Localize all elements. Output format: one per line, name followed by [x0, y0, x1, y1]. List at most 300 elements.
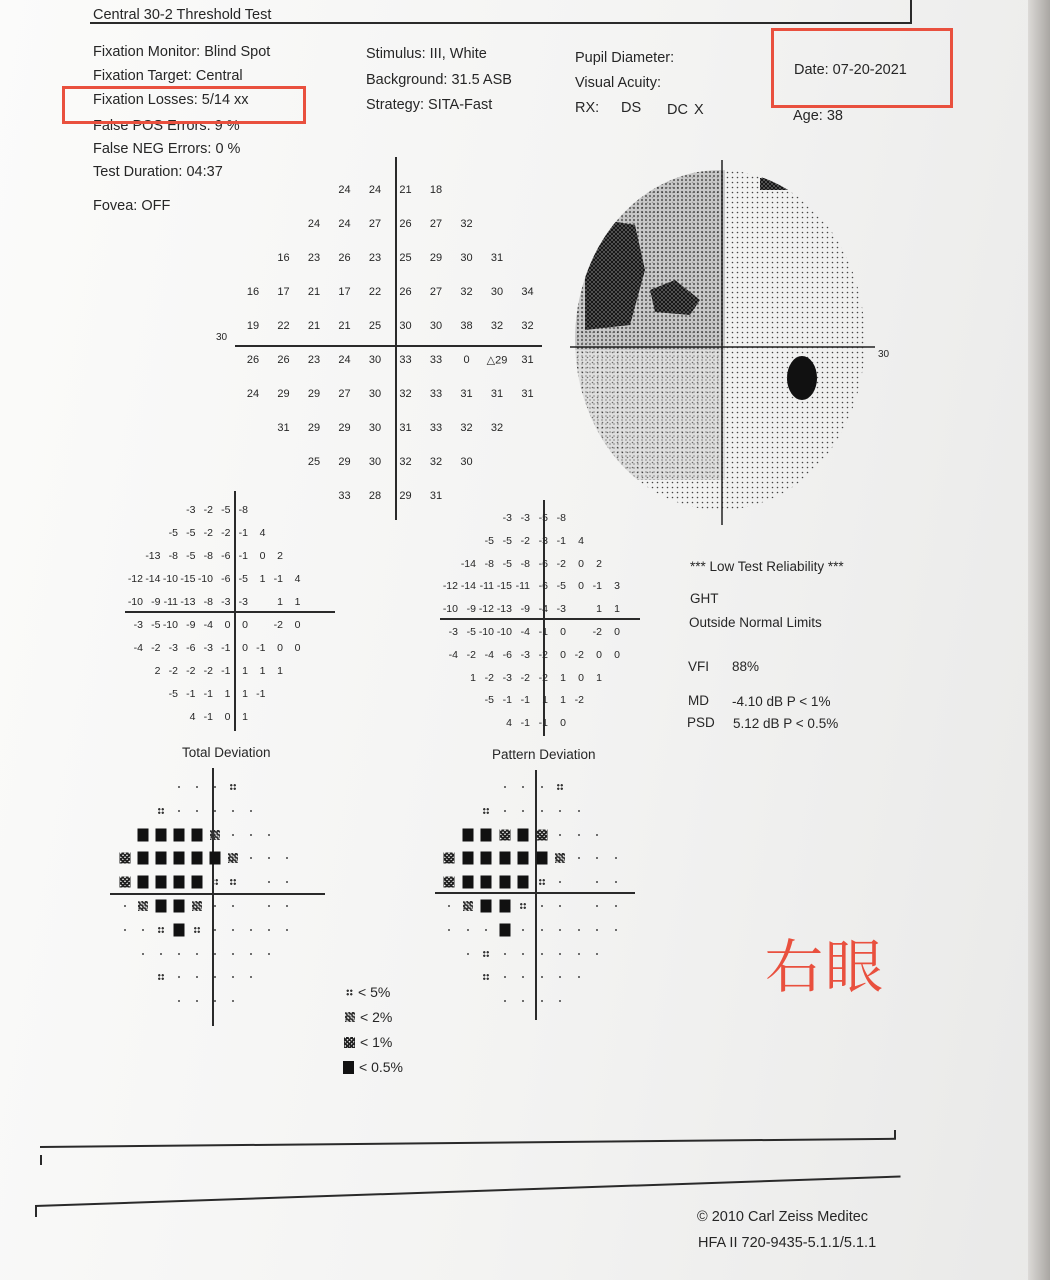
pd-symbol-r2-c1	[462, 828, 473, 841]
pd-symbol-r3-c5	[536, 852, 547, 865]
pd-value-r4-c6: -3	[556, 603, 566, 616]
pd-value-r8-c2: -5	[484, 694, 494, 707]
pd-symbol-r6-c1	[467, 929, 469, 931]
footer-line-2	[35, 1176, 901, 1207]
threshold-value-r5-c1: 26	[277, 354, 290, 366]
pd-value-r4-c4: -9	[520, 603, 530, 616]
td-symbol-r0-c4	[196, 786, 198, 788]
legend-p2-label: < 2%	[360, 1009, 393, 1025]
pd-symbol-r6-c4	[522, 929, 524, 931]
td-symbol-r4-c8	[268, 881, 270, 883]
pd-value-r3-c3: -15	[496, 580, 512, 593]
td-value-r7-c3: -2	[186, 665, 196, 677]
threshold-value-r6-c2: 29	[307, 388, 321, 400]
pd-value-r1-c2: -5	[484, 534, 494, 547]
td-symbol-r5-c9	[286, 905, 288, 907]
pd-symbol-r5-c4	[520, 903, 527, 910]
pd-value-r1-c5: -3	[538, 534, 548, 547]
false-pos-errors: False POS Errors: 9 %	[93, 118, 240, 134]
threshold-value-r6-c9: 31	[521, 388, 534, 400]
threshold-value-r2-c1: 16	[277, 252, 290, 264]
td-value-r2-c3: -5	[186, 550, 196, 562]
td-value-r8-c4: -1	[203, 688, 213, 700]
pd-value-r3-c9: 3	[614, 580, 620, 593]
td-value-r0-c5: -5	[221, 504, 231, 516]
td-symbol-r4-c1	[138, 876, 149, 889]
threshold-value-r1-c4: 27	[368, 218, 382, 230]
threshold-axis-label: 30	[216, 332, 228, 343]
pd-symbol-r3-c3	[499, 852, 510, 865]
threshold-value-r7-c8: 32	[490, 422, 504, 434]
td-symbol-r9-c3	[178, 1000, 180, 1002]
td-symbol-r7-c4	[196, 953, 198, 955]
threshold-value-r0-c3: 24	[338, 184, 351, 196]
pd-symbol-r2-c2	[481, 828, 492, 841]
pd-symbol-r4-c1	[462, 876, 473, 889]
threshold-value-r9-c5: 29	[399, 490, 412, 502]
footer-line-1	[40, 1138, 896, 1148]
pd-symbol-r6-c6	[559, 929, 561, 931]
date-highlight	[771, 28, 953, 108]
td-value-r3-c8: -1	[273, 573, 283, 585]
td-symbol-r0-c3	[178, 786, 180, 788]
threshold-value-r3-c9: 34	[521, 286, 534, 298]
pd-symbol-r2-c8	[596, 834, 598, 836]
threshold-value-r1-c6: 27	[429, 218, 443, 230]
td-symbol-r3-c4	[192, 852, 203, 865]
eye-annotation: 右眼	[765, 933, 886, 1001]
legend-p1-label: < 1%	[360, 1034, 393, 1050]
pd-value-r5-c1: -5	[466, 626, 476, 638]
threshold-value-r6-c0: 24	[246, 388, 260, 400]
pd-value-r8-c5: 1	[542, 694, 548, 707]
pd-value-r5-c3: -10	[496, 626, 512, 638]
threshold-value-r1-c3: 24	[338, 218, 351, 230]
pd-symbol-r4-c0	[444, 877, 455, 888]
td-value-r9-c4: -1	[203, 711, 213, 723]
td-symbol-r6-c0	[124, 929, 126, 931]
pd-value-r5-c2: -10	[478, 626, 494, 638]
visual-acuity: Visual Acuity:	[575, 75, 661, 91]
pd-value-r2-c6: -2	[556, 557, 566, 570]
pd-value-r1-c4: -2	[520, 534, 530, 547]
td-value-r6-c4: -3	[203, 642, 213, 654]
pd-value-r6-c9: 0	[614, 648, 620, 661]
pd-value-r6-c3: -6	[502, 648, 512, 661]
td-symbol-r4-c4	[192, 876, 203, 889]
td-symbol-r3-c0	[120, 853, 131, 864]
fovea: Fovea: OFF	[93, 198, 171, 214]
pd-symbol-r7-c1	[467, 953, 469, 955]
threshold-value-r7-c3: 29	[338, 422, 351, 434]
pd-value-r3-c2: -11	[479, 580, 494, 593]
td-symbol-r6-c8	[268, 929, 270, 931]
threshold-value-r9-c3: 33	[338, 490, 351, 502]
stimulus: Stimulus: III, White	[366, 46, 487, 62]
pd-symbol-r1-c6	[559, 810, 561, 812]
pd-value-r8-c3: -1	[502, 694, 512, 707]
pd-symbol-r7-c8	[596, 953, 598, 955]
psd-label: PSD	[687, 715, 715, 730]
threshold-value-r5-c2: 23	[307, 354, 321, 366]
td-symbol-r8-c2	[158, 974, 165, 981]
td-value-r4-c5: -3	[221, 596, 231, 608]
td-value-r4-c9: 1	[294, 596, 301, 608]
pd-symbol-r0-c5	[541, 786, 543, 788]
pupil-diameter: Pupil Diameter:	[575, 50, 675, 66]
pd-value-r0-c5: -5	[538, 512, 548, 524]
td-value-r6-c3: -6	[186, 642, 196, 654]
test-date: Date: 07-20-2021	[794, 62, 907, 78]
pd-value-r0-c3: -3	[502, 512, 512, 524]
threshold-value-r5-c4: 30	[368, 354, 382, 366]
vfi-label: VFI	[688, 659, 710, 674]
pd-symbol-r1-c2	[483, 807, 490, 814]
td-symbol-r4-c2	[156, 876, 167, 889]
td-symbol-r2-c4	[192, 828, 203, 841]
threshold-value-r5-c0: 26	[246, 354, 260, 366]
pd-value-r5-c5: -1	[538, 626, 548, 638]
threshold-value-r6-c7: 31	[460, 388, 473, 400]
td-symbol-r2-c5	[210, 830, 220, 840]
td-value-r3-c3: -15	[180, 573, 196, 585]
td-symbol-r5-c6	[232, 905, 234, 907]
pd-value-r2-c4: -8	[520, 557, 530, 570]
pd-value-r7-c3: -3	[502, 671, 512, 684]
grayscale-axis-label: 30	[878, 349, 890, 360]
legend-p05-symbol	[343, 1061, 354, 1074]
td-symbol-r6-c1	[142, 929, 144, 931]
paper-edge	[1028, 0, 1050, 1280]
td-value-r9-c5: 0	[224, 711, 231, 723]
td-value-r5-c0: -3	[133, 619, 143, 631]
td-symbol-r7-c6	[232, 953, 234, 955]
pd-symbol-r8-c7	[578, 976, 580, 978]
copyright: © 2010 Carl Zeiss Meditec	[697, 1209, 869, 1225]
threshold-value-r8-c5: 32	[399, 456, 412, 468]
fixation-losses: Fixation Losses: 5/14 xx	[93, 92, 249, 108]
threshold-value-r2-c7: 30	[460, 252, 473, 264]
td-symbol-r5-c5	[214, 905, 216, 907]
threshold-value-r5-c8: △29	[486, 354, 508, 367]
td-symbol-r8-c7	[250, 976, 252, 978]
td-value-r1-c7: 4	[259, 527, 266, 539]
threshold-value-r6-c4: 30	[368, 388, 382, 400]
td-value-r8-c3: -1	[186, 688, 196, 700]
pd-symbol-r8-c4	[522, 976, 524, 978]
pd-symbol-r6-c7	[578, 929, 580, 931]
pd-symbol-r6-c8	[596, 929, 598, 931]
pd-value-r5-c6: 0	[560, 626, 566, 638]
threshold-value-r3-c2: 21	[307, 286, 321, 298]
pd-symbol-r7-c7	[578, 953, 580, 955]
threshold-value-r3-c0: 16	[246, 286, 260, 298]
threshold-value-r4-c8: 32	[490, 320, 504, 332]
ght-label: GHT	[690, 591, 719, 606]
threshold-value-r9-c4: 28	[368, 490, 382, 502]
strategy: Strategy: SITA-Fast	[366, 97, 493, 113]
td-symbol-r3-c7	[250, 857, 252, 859]
pd-symbol-r9-c3	[504, 1000, 506, 1002]
threshold-value-r6-c5: 32	[399, 388, 412, 400]
pd-symbol-r1-c3	[504, 810, 506, 812]
td-value-r1-c4: -2	[203, 527, 213, 539]
rx-dc: DC	[667, 102, 688, 118]
legend-p05	[343, 1059, 403, 1075]
td-value-r7-c6: 1	[242, 665, 248, 677]
td-value-r1-c3: -5	[186, 527, 196, 539]
threshold-value-r7-c5: 31	[399, 422, 412, 434]
td-symbol-r4-c3	[174, 876, 185, 889]
pd-symbol-r4-c6	[559, 881, 561, 883]
pd-value-r8-c7: -2	[574, 694, 584, 707]
td-value-r3-c2: -10	[162, 573, 178, 585]
td-symbol-r1-c7	[250, 810, 252, 812]
pd-value-r5-c0: -3	[448, 626, 458, 638]
pd-value-r3-c5: -6	[538, 580, 548, 593]
pd-symbol-r4-c3	[499, 876, 510, 889]
threshold-value-r6-c8: 31	[490, 388, 504, 400]
threshold-value-r2-c8: 31	[490, 252, 504, 264]
pd-symbol-r3-c0	[444, 853, 455, 864]
td-symbol-r1-c6	[232, 810, 234, 812]
threshold-value-r7-c6: 33	[429, 422, 443, 434]
threshold-value-r5-c9: 31	[521, 354, 534, 366]
pd-symbol-r5-c9	[615, 905, 617, 907]
pd-value-r2-c1: -14	[460, 557, 476, 570]
threshold-value-r2-c3: 26	[338, 252, 351, 264]
pd-value-r4-c2: -12	[478, 603, 494, 616]
pd-value-r7-c6: 1	[560, 671, 566, 684]
td-symbol-r4-c0	[120, 877, 131, 888]
pd-value-r5-c4: -4	[520, 626, 530, 638]
td-value-r1-c6: -1	[238, 527, 248, 539]
td-symbol-r2-c1	[138, 828, 149, 841]
reliability-warning: *** Low Test Reliability ***	[690, 559, 844, 574]
td-symbol-r6-c5	[214, 929, 216, 931]
td-symbol-r6-c3	[174, 923, 185, 936]
td-value-r3-c5: -6	[221, 573, 231, 585]
threshold-v-axis	[395, 157, 397, 520]
pd-value-r4-c5: -4	[538, 603, 548, 616]
threshold-value-r3-c6: 27	[429, 286, 443, 298]
td-value-r4-c1: -9	[151, 596, 161, 608]
footer-line-2-tick-left	[35, 1205, 37, 1217]
pd-value-r4-c9: 1	[614, 603, 620, 616]
td-value-r7-c7: 1	[259, 665, 266, 677]
legend-p05-label: < 0.5%	[359, 1059, 403, 1075]
fixation-monitor: Fixation Monitor: Blind Spot	[93, 44, 271, 60]
td-value-r4-c3: -13	[180, 596, 196, 608]
footer-line-1-tick-right	[894, 1130, 896, 1139]
pd-symbol-r9-c4	[522, 1000, 524, 1002]
pd-value-r2-c5: -6	[538, 557, 548, 570]
pd-symbol-r1-c4	[522, 810, 524, 812]
pd-value-r0-c6: -8	[556, 512, 566, 524]
td-value-r4-c0: -10	[127, 596, 143, 608]
ght-value: Outside Normal Limits	[689, 615, 822, 630]
pd-symbol-r7-c6	[559, 953, 561, 955]
td-symbol-r1-c5	[214, 810, 216, 812]
pd-symbol-r2-c7	[578, 834, 580, 836]
pd-symbol-r7-c4	[522, 953, 524, 955]
pd-symbol-r3-c1	[462, 852, 473, 865]
pd-symbol-r4-c5	[538, 879, 545, 886]
threshold-value-r6-c6: 33	[429, 388, 443, 400]
pd-symbol-r5-c1	[463, 901, 473, 911]
pd-symbol-r2-c5	[536, 829, 547, 840]
td-symbol-r7-c3	[178, 953, 180, 955]
td-symbol-r8-c4	[196, 976, 198, 978]
legend-p5-label: < 5%	[358, 984, 391, 1000]
td-symbol-r7-c1	[142, 953, 144, 955]
pd-value-r7-c4: -2	[520, 671, 530, 684]
td-symbol-r9-c5	[214, 1000, 216, 1002]
td-value-r0-c6: -8	[238, 504, 248, 516]
threshold-value-r3-c1: 17	[277, 286, 290, 298]
threshold-value-r1-c5: 26	[399, 218, 412, 230]
pd-value-r6-c8: 0	[596, 648, 602, 661]
td-symbol-r5-c3	[174, 900, 185, 913]
td-value-r2-c8: 2	[277, 550, 283, 562]
td-value-r4-c2: -11	[163, 596, 178, 608]
pd-value-r3-c1: -14	[460, 580, 476, 593]
td-value-r6-c6: 0	[242, 642, 248, 654]
td-value-r3-c6: -5	[238, 573, 248, 585]
threshold-value-r2-c6: 29	[429, 252, 443, 264]
threshold-value-r4-c1: 22	[277, 320, 290, 332]
threshold-value-r6-c3: 27	[338, 388, 351, 400]
td-symbol-r3-c2	[156, 852, 167, 865]
threshold-value-r3-c7: 32	[460, 286, 473, 298]
threshold-value-r0-c4: 24	[368, 184, 382, 196]
td-symbol-r7-c8	[268, 953, 270, 955]
pd-value-r2-c7: 0	[578, 557, 584, 570]
td-symbol-r9-c4	[196, 1000, 198, 1002]
td-symbol-r2-c2	[156, 828, 167, 841]
top-border-right	[910, 0, 912, 23]
pd-symbol-r4-c4	[518, 876, 529, 889]
td-value-r5-c1: -5	[151, 619, 161, 631]
md-label: MD	[688, 693, 709, 708]
pd-value-r3-c0: -12	[442, 580, 458, 593]
td-symbol-r1-c4	[196, 810, 198, 812]
td-symbol-r5-c4	[192, 901, 202, 911]
false-neg-errors: False NEG Errors: 0 %	[93, 141, 241, 157]
md-value: -4.10 dB P < 1%	[732, 694, 831, 709]
fixation-losses-highlight	[62, 86, 306, 124]
pd-value-r7-c5: -2	[538, 671, 548, 684]
pd-symbol-r5-c8	[596, 905, 598, 907]
pd-value-r5-c8: -2	[592, 626, 602, 638]
td-symbol-r6-c7	[250, 929, 252, 931]
patient-age: Age: 38	[793, 108, 843, 124]
pd-symbol-r9-c5	[541, 1000, 543, 1002]
pd-symbol-r3-c8	[596, 857, 598, 859]
td-symbol-r0-c5	[214, 786, 216, 788]
pd-symbol-r3-c4	[518, 852, 529, 865]
pd-symbol-r1-c5	[541, 810, 543, 812]
pd-value-r2-c2: -8	[484, 557, 494, 570]
threshold-value-r6-c1: 29	[277, 388, 290, 400]
rx-x: X	[694, 102, 704, 118]
threshold-value-r9-c6: 31	[429, 490, 443, 502]
pd-value-r6-c7: -2	[574, 648, 584, 661]
device-model: HFA II 720-9435-5.1.1/5.1.1	[698, 1235, 877, 1251]
td-value-r6-c0: -4	[133, 642, 143, 654]
threshold-value-r7-c7: 32	[460, 422, 473, 434]
footer-line-1-tick-left	[40, 1155, 42, 1165]
threshold-value-r4-c5: 30	[399, 320, 412, 332]
threshold-value-r4-c4: 25	[368, 320, 382, 332]
td-value-r2-c4: -8	[203, 550, 213, 562]
td-symbol-r1-c3	[178, 810, 180, 812]
threshold-value-r0-c6: 18	[429, 184, 443, 196]
td-value-r8-c7: -1	[256, 688, 266, 700]
pd-value-r3-c6: -5	[556, 580, 566, 593]
threshold-value-r4-c2: 21	[307, 320, 321, 332]
pd-value-r7-c7: 0	[578, 671, 584, 684]
threshold-value-r7-c1: 31	[277, 422, 290, 434]
threshold-value-r4-c0: 19	[246, 320, 260, 332]
pd-symbol-r2-c3	[499, 829, 510, 840]
td-value-r5-c3: -9	[186, 619, 196, 631]
pd-symbol-r7-c2	[483, 950, 490, 957]
td-symbol-r3-c3	[174, 852, 185, 865]
psd-value: 5.12 dB P < 0.5%	[733, 716, 839, 731]
rx-label: RX:	[575, 100, 600, 116]
threshold-value-r4-c6: 30	[429, 320, 443, 332]
td-value-r9-c6: 1	[242, 711, 248, 723]
td-value-r8-c5: 1	[224, 688, 231, 700]
td-symbol-r3-c9	[286, 857, 288, 859]
pd-symbol-r3-c6	[555, 853, 565, 863]
pd-value-r1-c6: -1	[556, 534, 566, 547]
threshold-value-r8-c2: 25	[307, 456, 321, 468]
td-value-r7-c2: -2	[168, 665, 178, 677]
td-value-r5-c8: -2	[273, 619, 283, 631]
pd-symbol-r6-c9	[615, 929, 617, 931]
pd-value-r0-c4: -3	[520, 512, 530, 524]
pd-symbol-r1-c7	[578, 810, 580, 812]
pd-value-r3-c4: -11	[515, 580, 530, 593]
pd-value-r8-c4: -1	[520, 694, 530, 707]
td-value-r6-c7: -1	[256, 642, 266, 654]
td-symbol-r9-c6	[232, 1000, 234, 1002]
td-value-r3-c7: 1	[259, 573, 266, 585]
td-value-r5-c4: -4	[203, 619, 213, 631]
pd-symbol-r7-c5	[541, 953, 543, 955]
pd-value-r1-c7: 4	[578, 534, 584, 547]
pd-value-r6-c6: 0	[560, 648, 566, 661]
td-symbol-r5-c2	[156, 900, 167, 913]
threshold-value-r4-c3: 21	[338, 320, 351, 332]
pd-value-r8-c6: 1	[560, 694, 566, 707]
pd-symbol-r5-c0	[448, 905, 450, 907]
pd-value-r1-c3: -5	[502, 534, 512, 547]
pd-value-r4-c0: -10	[442, 603, 458, 616]
pd-symbol-r3-c9	[615, 857, 617, 859]
td-symbol-r2-c8	[268, 834, 270, 836]
td-value-r8-c6: 1	[242, 688, 248, 700]
threshold-value-r2-c4: 23	[368, 252, 382, 264]
td-symbol-r6-c2	[158, 926, 165, 933]
td-map-v-axis	[212, 768, 214, 1026]
threshold-value-r3-c8: 30	[490, 286, 504, 298]
pd-value-r6-c1: -2	[466, 648, 476, 661]
pd-symbol-r8-c3	[504, 976, 506, 978]
td-symbol-r3-c6	[228, 853, 238, 863]
